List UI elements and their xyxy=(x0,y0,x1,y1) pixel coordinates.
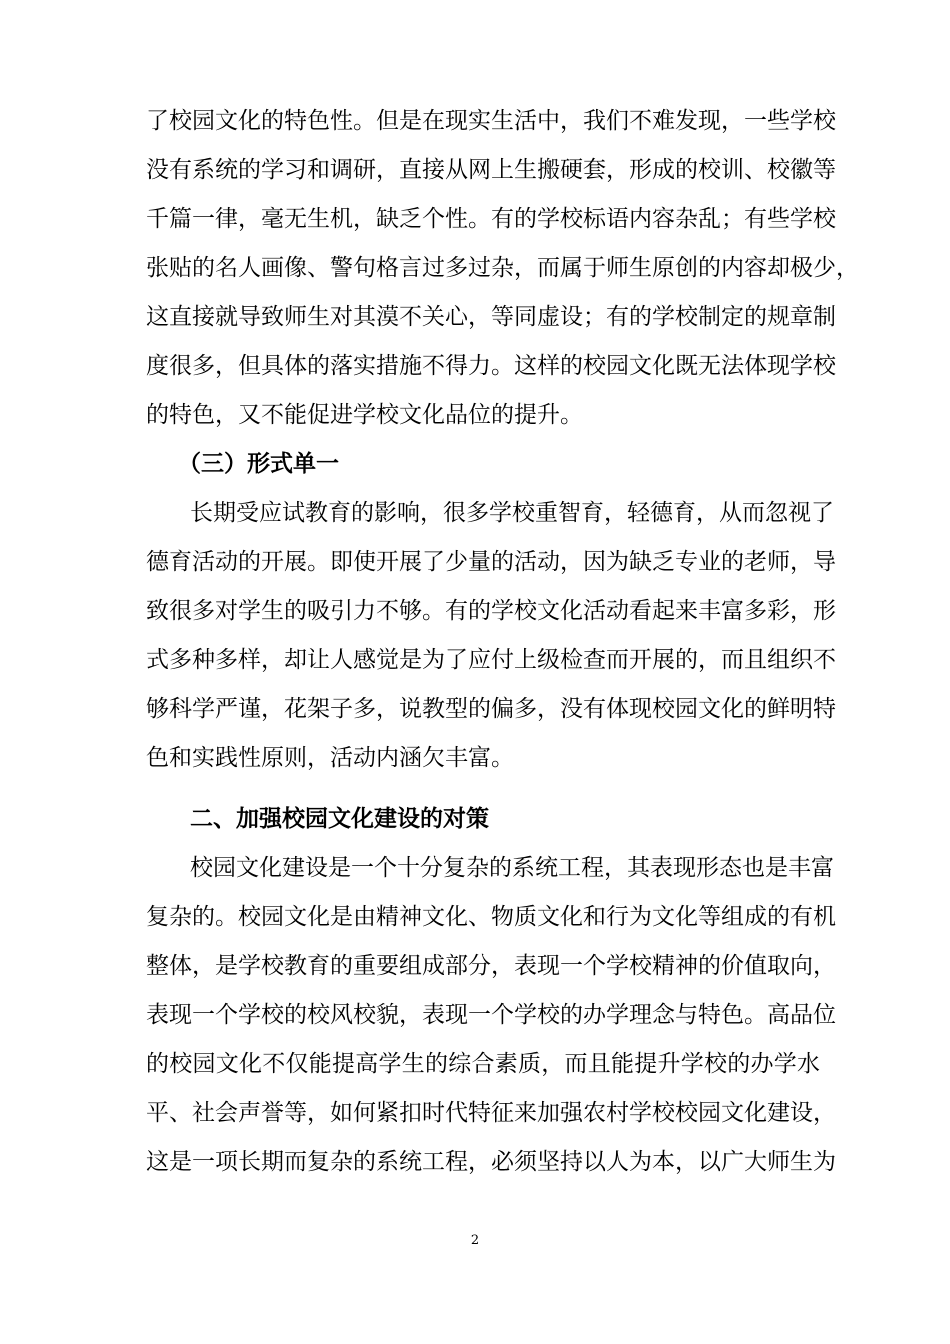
paragraph-3-line-5: 的校园文化不仅能提高学生的综合素质，而且能提升学校的办学水 xyxy=(146,1051,820,1077)
paragraph-3-line-4: 表现一个学校的校风校貌，表现一个学校的办学理念与特色。高品位 xyxy=(146,1002,836,1028)
paragraph-1-line-2: 没有系统的学习和调研，直接从网上生搬硬套，形成的校训、校徽等 xyxy=(146,157,836,183)
paragraph-1-line-1: 了校园文化的特色性。但是在现实生活中，我们不难发现，一些学校 xyxy=(146,108,836,134)
paragraph-2-line-6: 色和实践性原则，活动内涵欠丰富。 xyxy=(146,745,514,771)
paragraph-3-line-7: 这是一项长期而复杂的系统工程，必须坚持以人为本，以广大师生为 xyxy=(146,1149,836,1175)
section-heading-countermeasures: 二、加强校园文化建设的对策 xyxy=(190,805,489,832)
section-heading-form-single: （三）形式单一 xyxy=(178,450,339,477)
paragraph-3-line-3: 整体，是学校教育的重要组成部分，表现一个学校精神的价值取向， xyxy=(146,953,836,979)
paragraph-2-line-4: 式多种多样，却让人感觉是为了应付上级检查而开展的，而且组织不 xyxy=(146,647,836,673)
paragraph-2-line-5: 够科学严谨，花架子多，说教型的偏多，没有体现校园文化的鲜明特 xyxy=(146,696,836,722)
paragraph-3-line-6: 平、社会声誉等，如何紧扣时代特征来加强农村学校校园文化建设， xyxy=(146,1100,836,1126)
paragraph-1-line-4: 张贴的名人画像、警句格言过多过杂，而属于师生原创的内容却极少， xyxy=(146,255,859,281)
paragraph-2-line-2: 德育活动的开展。即使开展了少量的活动，因为缺乏专业的老师，导 xyxy=(146,549,836,575)
paragraph-1-line-5: 这直接就导致师生对其漠不关心，等同虚设；有的学校制定的规章制 xyxy=(146,304,836,330)
paragraph-1-line-6: 度很多，但具体的落实措施不得力。这样的校园文化既无法体现学校 xyxy=(146,353,836,379)
page-number: 2 xyxy=(470,1233,480,1248)
paragraph-3-line-1: 校园文化建设是一个十分复杂的系统工程，其表现形态也是丰富 xyxy=(190,855,834,881)
paragraph-2-line-1: 长期受应试教育的影响，很多学校重智育，轻德育，从而忽视了 xyxy=(190,500,834,526)
paragraph-3-line-2: 复杂的。校园文化是由精神文化、物质文化和行为文化等组成的有机 xyxy=(146,904,836,930)
paragraph-1-line-3: 千篇一律，毫无生机，缺乏个性。有的学校标语内容杂乱；有些学校 xyxy=(146,206,836,232)
paragraph-2-line-3: 致很多对学生的吸引力不够。有的学校文化活动看起来丰富多彩，形 xyxy=(146,598,836,624)
paragraph-1-line-7: 的特色，又不能促进学校文化品位的提升。 xyxy=(146,402,583,428)
